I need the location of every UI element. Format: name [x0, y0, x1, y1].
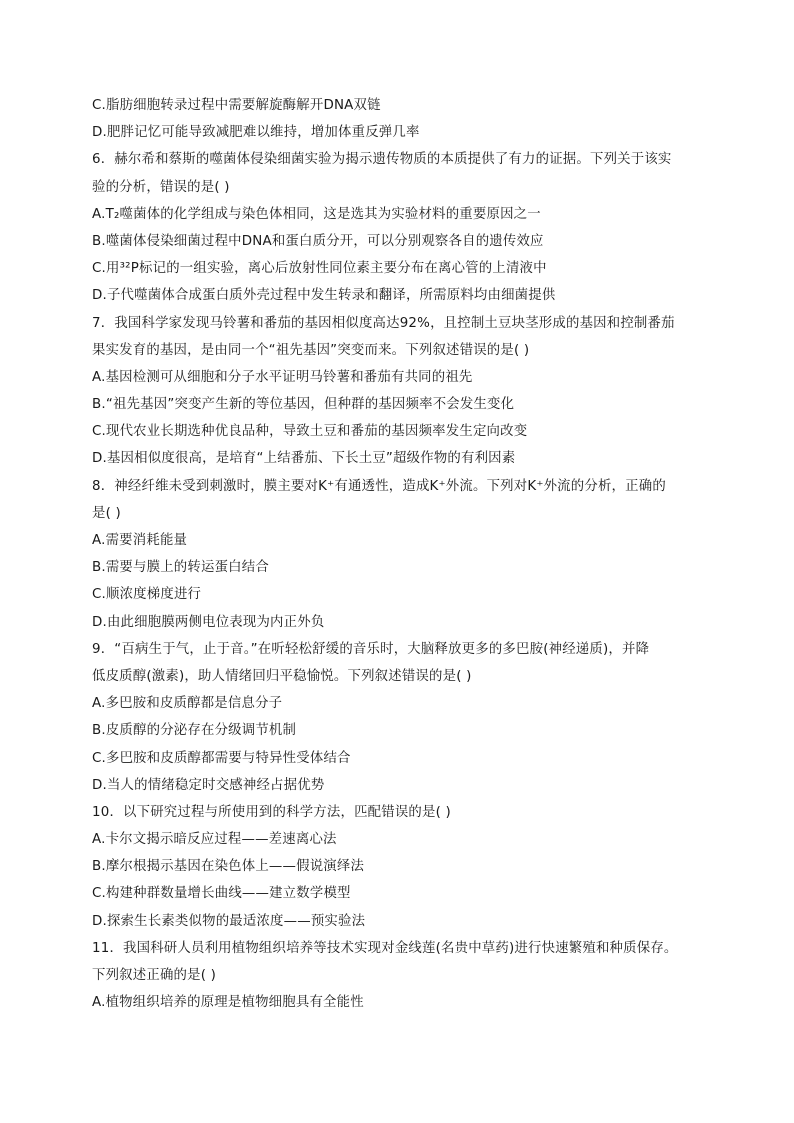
question-9-option-a: A.多巴胺和皮质醇都是信息分子	[92, 696, 283, 712]
question-8-option-c: C.顺浓度梯度进行	[92, 587, 202, 603]
question-6-option-c: C.用³²P标记的一组实验，离心后放射性同位素主要分布在离心管的上清液中	[92, 261, 547, 277]
question-6-stem: 6．赫尔希和蔡斯的噬菌体侵染细菌实验为揭示遗传物质的本质提供了有力的证据。下列关于该实	[92, 152, 672, 168]
question-7-stem: 7．我国科学家发现马铃薯和番茄的基因相似度高达92%，且控制土豆块茎形成的基因和控制番茄	[92, 315, 675, 331]
question-8-option-a: A.需要消耗能量	[92, 533, 188, 548]
question-10-option-c: C.构建种群数量增长曲线——建立数学模型	[92, 886, 351, 902]
question-9-option-b: B.皮质醇的分泌存在分级调节机制	[92, 723, 297, 739]
question-9-stem: 9．“百病生于气，止于音。”在听轻松舒缓的音乐时，大脑释放更多的多巴胺(神经递质)，并降	[92, 641, 650, 657]
question-6-stem: 验的分析，错误的是( )	[92, 179, 230, 195]
question-8-option-d: D.由此细胞膜两侧电位表现为内正外负	[92, 614, 325, 630]
question-10-stem: 10．以下研究过程与所使用到的科学方法，匹配错误的是( )	[92, 804, 451, 820]
question-6-option-a: A.T₂噬菌体的化学组成与染色体相同，这是选其为实验材料的重要原因之一	[92, 206, 541, 222]
text-line: C.脂肪细胞转录过程中需要解旋酶解开DNA双链	[92, 98, 381, 113]
question-11-stem: 下列叙述正确的是( )	[92, 968, 217, 983]
question-6-option-d: D.子代噬菌体合成蛋白质外壳过程中发生转录和翻译，所需原料均由细菌提供	[92, 288, 556, 304]
question-7-option-b: B.“祖先基因”突变产生新的等位基因，但种群的基因频率不会发生变化	[92, 397, 515, 413]
question-10-option-a: A.卡尔文揭示暗反应过程——差速离心法	[92, 832, 337, 848]
question-11-option-a: A.植物组织培养的原理是植物细胞具有全能性	[92, 995, 364, 1011]
text-line: D.肥胖记忆可能导致减肥难以维持，增加体重反弹几率	[92, 125, 420, 141]
question-10-option-d: D.探索生长素类似物的最适浓度——预实验法	[92, 913, 366, 929]
question-6-option-b: B.噬菌体侵染细菌过程中DNA和蛋白质分开，可以分别观察各自的遗传效应	[92, 233, 544, 249]
question-11-stem: 11．我国科研人员利用植物组织培养等技术实现对金线莲(名贵中草药)进行快速繁殖和种质保存。	[92, 940, 678, 956]
question-9-option-d: D.当人的情绪稳定时交感神经占据优势	[92, 777, 325, 793]
question-8-stem: 8．神经纤维未受到刺激时，膜主要对K⁺有通透性，造成K⁺外流。下列对K⁺外流的分析，正确的	[92, 478, 666, 494]
question-8-stem: 是( )	[92, 505, 121, 521]
question-9-option-c: C.多巴胺和皮质醇都需要与特异性受体结合	[92, 750, 351, 766]
exam-page	[92, 92, 702, 1016]
question-9-stem: 低皮质醇(激素)，助人情绪回归平稳愉悦。下列叙述错误的是( )	[92, 668, 472, 684]
question-7-option-d: D.基因相似度很高，是培育“上结番茄、下长土豆”超级作物的有利因素	[92, 451, 516, 467]
question-7-option-a: A.基因检测可从细胞和分子水平证明马铃薯和番茄有共同的祖先	[92, 369, 473, 385]
question-10-option-b: B.摩尔根揭示基因在染色体上——假说演绎法	[92, 859, 365, 875]
question-8-option-b: B.需要与膜上的转运蛋白结合	[92, 560, 269, 576]
question-7-option-c: C.现代农业长期选种优良品种，导致土豆和番茄的基因频率发生定向改变	[92, 424, 528, 440]
question-7-stem: 果实发育的基因，是由同一个“祖先基因”突变而来。下列叙述错误的是( )	[92, 342, 530, 358]
